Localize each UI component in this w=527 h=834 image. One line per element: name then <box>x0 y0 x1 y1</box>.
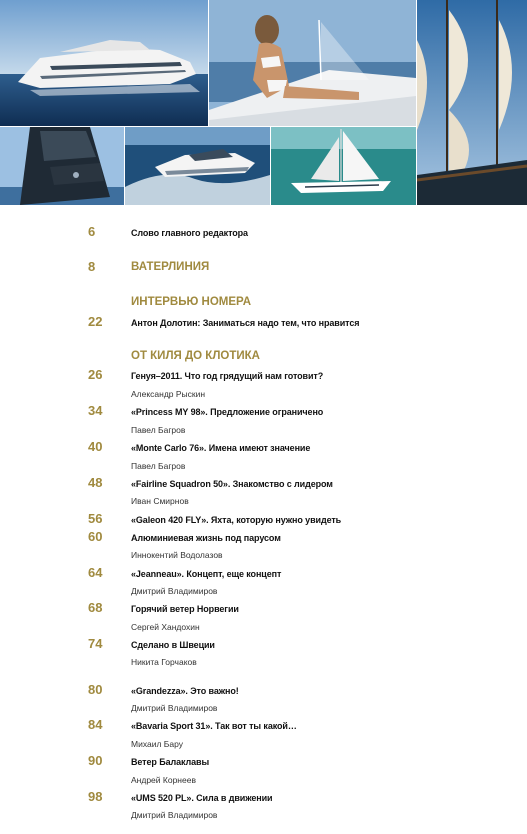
article-title: «Galeon 420 FLY». Яхта, которую нужно увидеть <box>131 515 342 525</box>
section-heading: ВАТЕРЛИНИЯ <box>131 261 210 273</box>
page-number: 26 <box>88 367 103 382</box>
article-author: Иван Смирнов <box>131 496 189 506</box>
section-heading: ИНТЕРВЬЮ НОМЕРА <box>131 296 252 308</box>
page-number: 84 <box>88 717 103 732</box>
section-heading: ОТ КИЛЯ ДО КЛОТИКА <box>131 350 260 362</box>
page-number: 22 <box>88 314 103 329</box>
page-number: 80 <box>88 682 103 697</box>
article-author: Дмитрий Владимиров <box>131 586 218 596</box>
article-title: «Monte Carlo 76». Имена имеют значение <box>131 443 311 453</box>
article-author: Дмитрий Владимиров <box>131 810 218 820</box>
article-title: Ветер Балаклавы <box>131 757 210 767</box>
article-author: Михаил Бару <box>131 739 183 749</box>
article-author: Иннокентий Водолазов <box>131 550 223 560</box>
article-title: Алюминиевая жизнь под парусом <box>131 533 281 543</box>
article-title: «Grandezza». Это важно! <box>131 686 239 696</box>
page-number: 98 <box>88 789 103 804</box>
article-author: Андрей Корнеев <box>131 775 196 785</box>
article-author: Дмитрий Владимиров <box>131 703 218 713</box>
page-number: 48 <box>88 475 103 490</box>
article-title: Генуя–2011. Что год грядущий нам готовит? <box>131 371 324 381</box>
article-author: Никита Горчаков <box>131 657 197 667</box>
article-title: «Princess MY 98». Предложение ограничено <box>131 407 324 417</box>
article-title: Слово главного редактора <box>131 228 248 238</box>
page-number: 64 <box>88 565 103 580</box>
article-title: Антон Долотин: Заниматься надо тем, что нравится <box>131 318 360 328</box>
page-number: 56 <box>88 511 103 526</box>
page-number: 68 <box>88 600 103 615</box>
page-number: 8 <box>88 259 96 274</box>
article-title: Горячий ветер Норвегии <box>131 604 239 614</box>
article-author: Павел Багров <box>131 425 186 435</box>
page-number: 6 <box>88 224 96 239</box>
article-title: «Jeanneau». Концепт, еще концепт <box>131 569 282 579</box>
article-author: Павел Багров <box>131 461 186 471</box>
article-title: Сделано в Швеции <box>131 640 215 650</box>
article-author: Александр Рыскин <box>131 389 206 399</box>
page-number: 60 <box>88 529 103 544</box>
page-number: 34 <box>88 403 103 418</box>
page-number: 74 <box>88 636 103 651</box>
article-author: Сергей Хандохин <box>131 622 200 632</box>
article-title: «Fairline Squadron 50». Знакомство с лидером <box>131 479 333 489</box>
page-number: 90 <box>88 753 103 768</box>
article-title: «Bavaria Sport 31». Так вот ты какой… <box>131 721 297 731</box>
article-title: «UMS 520 PL». Сила в движении <box>131 793 273 803</box>
page-number: 40 <box>88 439 103 454</box>
